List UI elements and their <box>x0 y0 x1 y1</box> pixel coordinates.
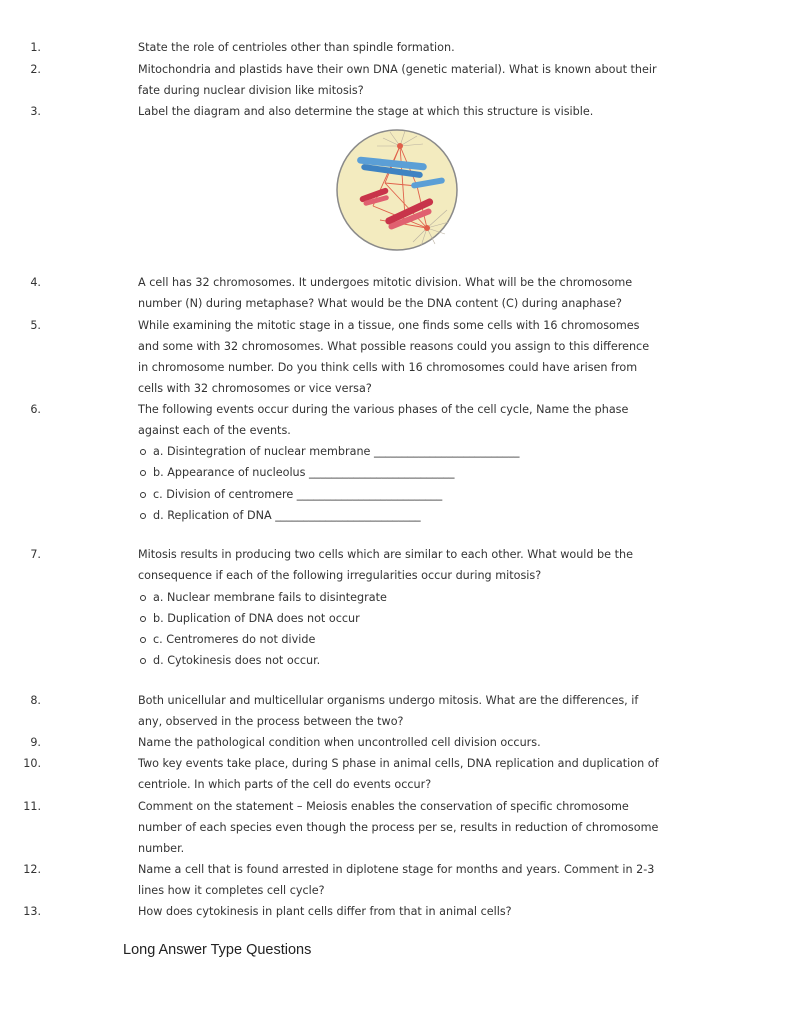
question-text: Label the diagram and also determine the stage at which this structure is visible. <box>138 105 594 118</box>
question-number: 6. <box>30 403 41 416</box>
question-number: 11. <box>23 800 41 813</box>
question-number: 1. <box>30 41 41 54</box>
centriole-bottom <box>424 225 430 231</box>
question-text-line-1: Two key events take place, during S phase in animal cells, DNA replication and duplication of <box>138 757 659 770</box>
question-number: 12. <box>23 863 41 876</box>
question-text: Name the pathological condition when uncontrolled cell division occurs. <box>138 736 541 749</box>
circle-bullet-icon <box>140 513 146 519</box>
question-text-line-1: While examining the mitotic stage in a tissue, one finds some cells with 16 chromosomes <box>138 319 640 332</box>
centriole-top <box>397 143 403 149</box>
circle-bullet-icon <box>140 595 146 601</box>
circle-bullet-icon <box>140 658 146 664</box>
question-text-line-1: A cell has 32 chromosomes. It undergoes mitotic division. What will be the chromosome <box>138 276 633 289</box>
circle-bullet-icon <box>140 470 146 476</box>
question-number: 3. <box>30 105 41 118</box>
question-text-line-3: in chromosome number. Do you think cells with 16 chromosomes could have arisen from <box>138 361 638 374</box>
question-text-line-2: centriole. In which parts of the cell do events occur? <box>138 778 432 791</box>
question-number: 9. <box>30 736 41 749</box>
question-number: 5. <box>30 319 41 332</box>
question-text-line-2: consequence if each of the following irregularities occur during mitosis? <box>138 569 542 582</box>
circle-bullet-icon <box>140 449 146 455</box>
question-text-line-1: Both unicellular and multicellular organisms undergo mitosis. What are the differences, if <box>138 694 639 707</box>
question-text-line-4: cells with 32 chromosomes or vice versa? <box>138 382 372 395</box>
question-number: 2. <box>30 63 41 76</box>
question-text-line-1: Mitosis results in producing two cells which are similar to each other. What would be the <box>138 548 633 561</box>
worksheet-page: 1. State the role of centrioles other than spindle formation. 2. Mitochondria and plastids have their own DNA (genetic material). What is known about their fate during nuclear division like mitosis? 3. Label the diagram and also determine the stage at which this structure is visible. 4. A cell has 32 chromosomes. It undergoes mitotic division. What will be the chromosome number (N) during metaphase? What would be the DNA content (C) during anaphase? 5. While examining the mitotic stage in a tissue, one finds some cells with 16 chromosomes and some with 32 chromosomes. What possible reasons could you assign to this difference in chromosome number. Do you think cells with 16 chromosomes could have arisen from cells with 32 chromosomes or vice versa? 6. The following events occur during the various phases of the cell cycle, Name the phase against each of the events. a. Disintegration of nuclear membrane __________________________ b. Appearance of nucleolus __________________________ c. Division of centromere __________________________ d. Replication of DNA __________________________ 7. Mitosis results in producing two cells which are similar to each other. What would be the consequence if each of the following irregularities occur during mitosis? a. Nuclear membrane fails to disintegrate b. Duplication of DNA does not occur c. Centromeres do not divide d. Cytokinesis does not occur. 8. Both unicellular and multicellular organisms undergo mitosis. What are the differences, if any, observed in the process between the two? 9. Name the pathological condition when uncontrolled cell division occurs. 10. Two key events take place, during S phase in animal cells, DNA replication and duplication of centriole. In which parts of the cell do events occur? 11. Comment on the statement – Meiosis enables the conservation of specific chromosome number of each species even though the process per se, results in reduction of chromosome number. 12. Name a cell that is found arrested in diplotene stage for months and years. Comment in 2-3 lines how it completes cell cycle? 13. How does cytokinesis in plant cells differ from that in animal cells? Long Answer Type Questions <box>0 0 791 1024</box>
question-text-line-2: number of each species even though the process per se, results in reduction of chromosome <box>138 821 659 834</box>
question-text-line-1: Comment on the statement – Meiosis enables the conservation of specific chromosome <box>138 800 629 813</box>
question-number: 13. <box>23 905 41 918</box>
question-text-line-1: Mitochondria and plastids have their own DNA (genetic material). What is known about their <box>138 63 657 76</box>
question-text-line-2: fate during nuclear division like mitosis? <box>138 84 364 97</box>
question-text-line-2: number (N) during metaphase? What would be the DNA content (C) during anaphase? <box>138 297 622 310</box>
circle-bullet-icon <box>140 616 146 622</box>
question-text-line-2: any, observed in the process between the two? <box>138 715 404 728</box>
question-number: 4. <box>30 276 41 289</box>
circle-bullet-icon <box>140 492 146 498</box>
question-number: 7. <box>30 548 41 561</box>
question-text-line-1: The following events occur during the various phases of the cell cycle, Name the phase <box>138 403 629 416</box>
question-text-line-2: and some with 32 chromosomes. What possible reasons could you assign to this difference <box>138 340 650 353</box>
question-text-line-2: lines how it completes cell cycle? <box>138 884 325 897</box>
circle-bullet-icon <box>140 637 146 643</box>
question-text-line-2: against each of the events. <box>138 424 291 437</box>
question-number: 10. <box>23 757 41 770</box>
question-text: State the role of centrioles other than spindle formation. <box>138 41 455 54</box>
question-number: 8. <box>30 694 41 707</box>
question-text: How does cytokinesis in plant cells differ from that in animal cells? <box>138 905 512 918</box>
question-text-line-3: number. <box>138 842 185 855</box>
section-heading: Long Answer Type Questions <box>123 942 312 958</box>
mitosis-diagram <box>335 128 459 252</box>
question-text-line-1: Name a cell that is found arrested in diplotene stage for months and years. Comment in 2-3 <box>138 863 655 876</box>
